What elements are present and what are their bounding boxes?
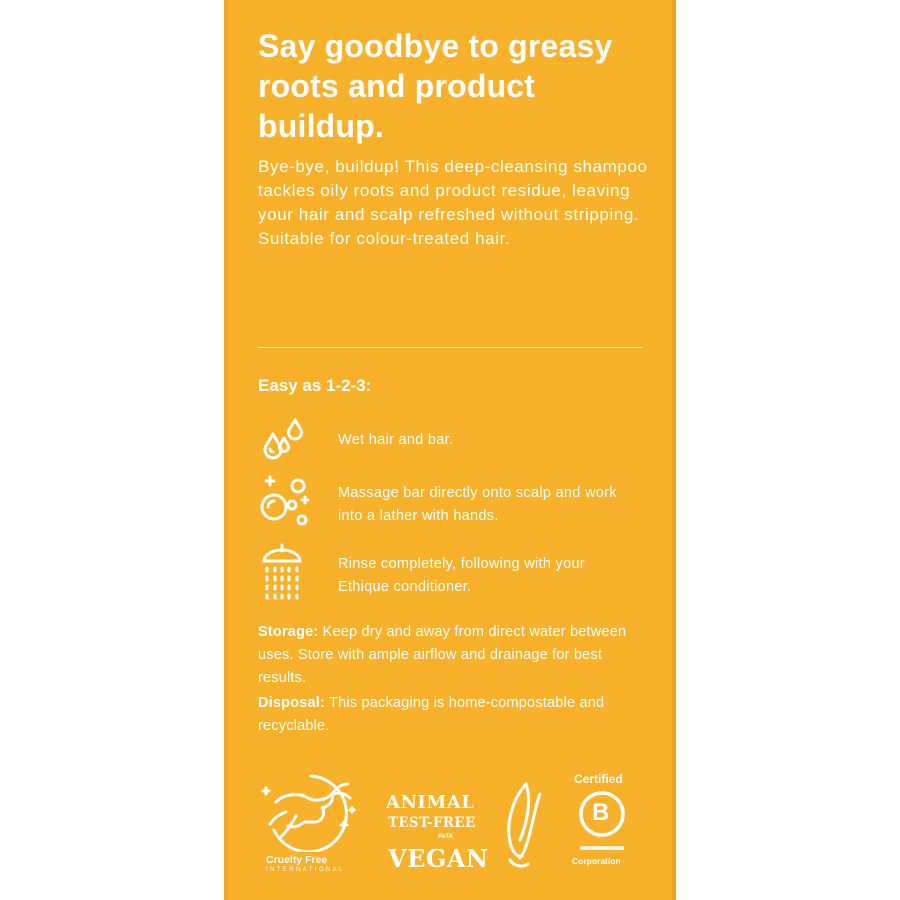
shower-icon (258, 543, 314, 599)
step-2-text: Massage bar directly onto scalp and work into a lather with hands. (338, 485, 617, 524)
bunny-ears-icon (496, 780, 546, 880)
storage-info (258, 621, 648, 690)
leaping-bunny-icon (256, 768, 366, 852)
step-3-text: Rinse completely, following with your Ethique conditioner. (338, 556, 585, 595)
bubbles-icon (258, 475, 314, 531)
intro-paragraph: Bye-bye, buildup! This deep-cleansing shampoo tackles oily roots and product residue, leaving your hair and scalp refreshed without stripping. Suitable for colour-treated hair. (258, 157, 648, 248)
step-1-text: Wet hair and bar. (338, 432, 454, 448)
storage-label: Storage: (258, 624, 319, 640)
water-drops-icon (258, 415, 314, 471)
storage-text: Keep dry and away from direct water between uses. Store with ample airflow and drainage for best results. (258, 624, 627, 686)
box-edge-right (672, 0, 676, 900)
b-corp-certified-label: Certified (574, 772, 623, 786)
peta-test-free-label: TEST-FREE (388, 815, 476, 831)
peta-mark: PeTA (438, 834, 453, 840)
disposal-label: Disposal: (258, 695, 326, 711)
b-corp-badge (568, 770, 638, 880)
peta-vegan-label: VEGAN (388, 844, 489, 873)
peta-animal-label: ANIMAL (386, 792, 475, 813)
b-corp-corporation-label: Corporation (572, 856, 621, 866)
disposal-text: This packaging is home-compostable and recyclable. (258, 695, 605, 734)
headline: Say goodbye to greasy roots and product buildup. (258, 28, 613, 144)
cruelty-free-label: Cruelty Free (266, 854, 328, 866)
disposal-info (258, 692, 648, 738)
cruelty-free-sublabel: INTERNATIONAL (266, 867, 345, 873)
b-corp-letter: B (592, 799, 610, 826)
divider (258, 347, 642, 348)
cruelty-free-badge (256, 768, 366, 878)
steps-title: Easy as 1-2-3: (258, 376, 372, 395)
peta-badge (386, 780, 556, 880)
product-panel (228, 0, 672, 900)
